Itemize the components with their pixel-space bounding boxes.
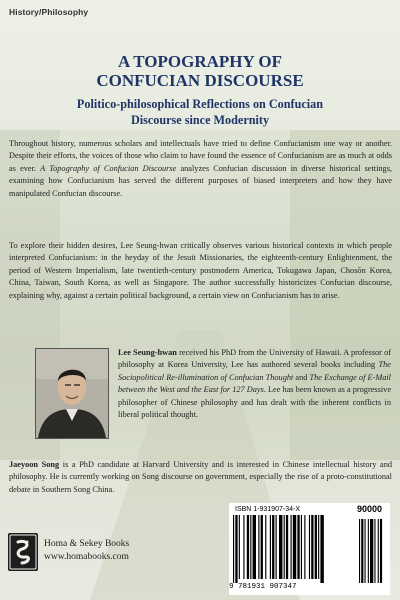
publisher-url: www.homabooks.com	[44, 552, 129, 562]
translator-name: Jaeyoon Song	[9, 460, 60, 469]
price-code: 90000	[357, 504, 383, 514]
book-title-line1: A TOPOGRAPHY OF	[117, 52, 283, 71]
author-bio	[118, 347, 391, 421]
dragon-seal-icon	[8, 533, 38, 571]
barcode-bars	[231, 515, 388, 583]
description-text: Throughout history, numerous scholars and intellectuals have tried to define Confucianism one way or another. Despite their efforts, the voices of those who claim to have found the essence of Confucianism are as much at odds as ever.	[9, 139, 392, 173]
category-label: History/Philosophy	[9, 7, 89, 17]
translator-bio-text: is a PhD candidate at Harvard University and is interested in Chinese intellectual history and philosophy. He is currently working on Song discourse on government, especially the rise of a proto-constitutional debate in Southern Song China.	[9, 460, 392, 494]
author-name: Lee Seung-hwan	[118, 348, 177, 357]
book-subtitle-line2: Discourse since Modernity	[130, 113, 270, 127]
isbn-label: ISBN 1-931907-34-X	[235, 506, 300, 513]
book-subtitle-line1: Politico-philosophical Reflections on Confucian	[76, 97, 324, 111]
author-book-1: The Sociopolitical Re-illumination of Confucian Thought	[118, 360, 391, 382]
description-text: analyzes Confucian discussion in diverse historical settings, examining how Confucianism has served the different purposes of biased interpreters and how they have manipulated Confucian discourse.	[9, 163, 392, 198]
book-title-line2: CONFUCIAN DISCOURSE	[96, 71, 304, 90]
publisher-name: Homa & Sekey Books	[44, 539, 130, 549]
author-photo	[35, 348, 109, 439]
author-bio-text: received his PhD from the University of Hawaii. A professor of philosophy at Korea University, Lee has authored several books including	[118, 348, 392, 370]
author-bio-text: and	[293, 372, 310, 382]
barcode-number: 9 781931 907347	[229, 583, 297, 591]
translator-bio	[9, 459, 392, 496]
book-title-italic: A Topography of Confucian Discourse	[40, 163, 177, 173]
description-paragraph-1	[9, 138, 392, 200]
author-book-2: The Exchange of E-Mail between the West and the East for 127 Days	[118, 372, 391, 395]
description-paragraph-2: To explore their hidden desires, Lee Seung-hwan critically observes various historical contexts in which people interpreted Confucianism: in the heyday of the Jesuit Missionaries, the eighteenth-century Enlightenment, the period of Western Imperialism, late twentieth-century postmodern America, Tokugawa Japan, Chosŏn Korea, China, Taiwan, South Korea, as well as Singapore. The author successfully historicizes Confucian discourse, explaining why, against a certain political background, a certain view on Confucianism has to arise.	[9, 241, 392, 300]
isbn-barcode	[229, 503, 390, 595]
author-bio-text: . Lee has been known as a progressive philosopher of Chinese philosophy and has dealt with the inherent conflicts in liberal political thought.	[118, 385, 391, 420]
